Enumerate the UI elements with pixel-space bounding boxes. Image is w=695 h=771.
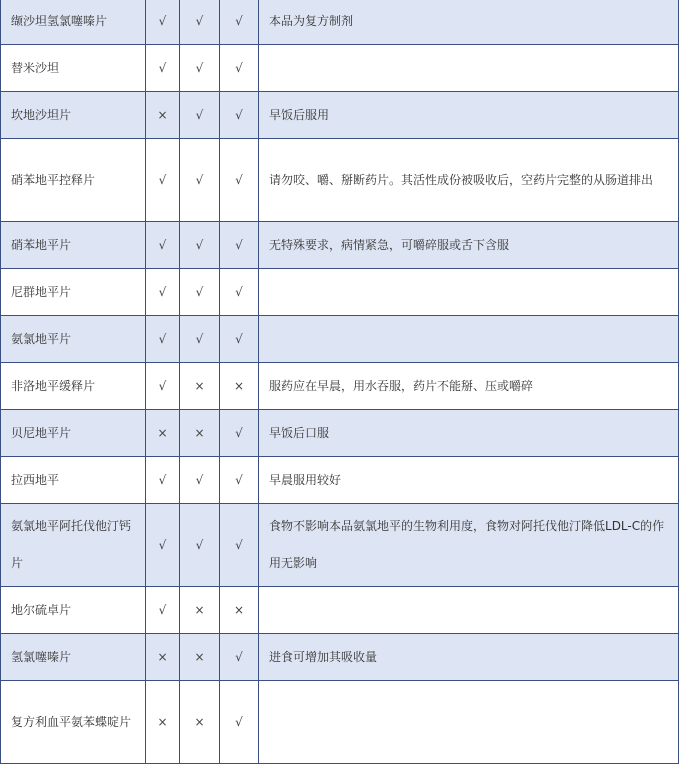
drug-name-cell: 缬沙坦氢氯噻嗪片 [1, 0, 146, 45]
mark-cell-3: √ [220, 222, 259, 269]
drug-name-cell: 拉西地平 [1, 457, 146, 504]
mark-cell-1: × [146, 410, 180, 457]
mark-cell-2: × [180, 634, 220, 681]
mark-cell-1: × [146, 681, 180, 764]
note-cell: 早晨服用较好 [259, 457, 679, 504]
note-cell [259, 587, 679, 634]
drug-name-cell: 氨氯地平阿托伐他汀钙片 [1, 504, 146, 587]
drug-name-cell: 复方利血平氨苯蝶啶片 [1, 681, 146, 764]
mark-cell-1: √ [146, 45, 180, 92]
mark-cell-3: √ [220, 45, 259, 92]
note-cell: 早饭后服用 [259, 92, 679, 139]
mark-cell-3: √ [220, 316, 259, 363]
note-cell: 食物不影响本品氨氯地平的生物利用度，食物对阿托伐他汀降低LDL-C的作用无影响 [259, 504, 679, 587]
mark-cell-1: √ [146, 457, 180, 504]
mark-cell-1: × [146, 634, 180, 681]
table-row [1, 139, 679, 222]
note-cell [259, 269, 679, 316]
mark-cell-2: × [180, 587, 220, 634]
table-row [1, 504, 679, 587]
table-row [1, 269, 679, 316]
table-row [1, 363, 679, 410]
mark-cell-1: √ [146, 269, 180, 316]
table-row [1, 45, 679, 92]
mark-cell-2: × [180, 410, 220, 457]
drug-name-cell: 氨氯地平片 [1, 316, 146, 363]
mark-cell-2: √ [180, 316, 220, 363]
drug-name-cell: 硝苯地平控释片 [1, 139, 146, 222]
table-row [1, 222, 679, 269]
drug-name-cell: 坎地沙坦片 [1, 92, 146, 139]
mark-cell-3: √ [220, 0, 259, 45]
mark-cell-1: √ [146, 222, 180, 269]
mark-cell-3: √ [220, 269, 259, 316]
note-cell: 服药应在早晨，用水吞服，药片不能掰、压或嚼碎 [259, 363, 679, 410]
mark-cell-2: √ [180, 222, 220, 269]
mark-cell-3: √ [220, 92, 259, 139]
mark-cell-3: √ [220, 504, 259, 587]
mark-cell-2: × [180, 681, 220, 764]
mark-cell-3: × [220, 363, 259, 410]
mark-cell-1: √ [146, 139, 180, 222]
mark-cell-2: √ [180, 269, 220, 316]
mark-cell-1: × [146, 92, 180, 139]
note-cell: 本品为复方制剂 [259, 0, 679, 45]
table-row [1, 681, 679, 764]
mark-cell-2: √ [180, 0, 220, 45]
mark-cell-1: √ [146, 587, 180, 634]
mark-cell-2: × [180, 363, 220, 410]
drug-name-cell: 地尔硫卓片 [1, 587, 146, 634]
mark-cell-2: √ [180, 45, 220, 92]
mark-cell-3: √ [220, 634, 259, 681]
drug-name-cell: 贝尼地平片 [1, 410, 146, 457]
mark-cell-1: √ [146, 363, 180, 410]
mark-cell-2: √ [180, 504, 220, 587]
mark-cell-3: √ [220, 457, 259, 504]
table-row [1, 410, 679, 457]
note-cell [259, 681, 679, 764]
note-cell [259, 45, 679, 92]
note-cell [259, 316, 679, 363]
mark-cell-3: √ [220, 681, 259, 764]
mark-cell-1: √ [146, 316, 180, 363]
mark-cell-2: √ [180, 92, 220, 139]
table-row [1, 92, 679, 139]
note-cell: 进食可增加其吸收量 [259, 634, 679, 681]
mark-cell-2: √ [180, 139, 220, 222]
mark-cell-3: √ [220, 410, 259, 457]
mark-cell-1: √ [146, 0, 180, 45]
table-row [1, 587, 679, 634]
mark-cell-3: × [220, 587, 259, 634]
note-cell: 早饭后口服 [259, 410, 679, 457]
table-row [1, 0, 679, 45]
drug-name-cell: 氢氯噻嗪片 [1, 634, 146, 681]
note-cell: 请勿咬、嚼、掰断药片。其活性成份被吸收后，空药片完整的从肠道排出 [259, 139, 679, 222]
mark-cell-3: √ [220, 139, 259, 222]
table-row [1, 634, 679, 681]
mark-cell-2: √ [180, 457, 220, 504]
drug-name-cell: 替米沙坦 [1, 45, 146, 92]
drug-name-cell: 硝苯地平片 [1, 222, 146, 269]
table-row [1, 457, 679, 504]
table-row [1, 316, 679, 363]
drug-name-cell: 非洛地平缓释片 [1, 363, 146, 410]
note-cell: 无特殊要求，病情紧急，可嚼碎服或舌下含服 [259, 222, 679, 269]
drug-name-cell: 尼群地平片 [1, 269, 146, 316]
mark-cell-1: √ [146, 504, 180, 587]
